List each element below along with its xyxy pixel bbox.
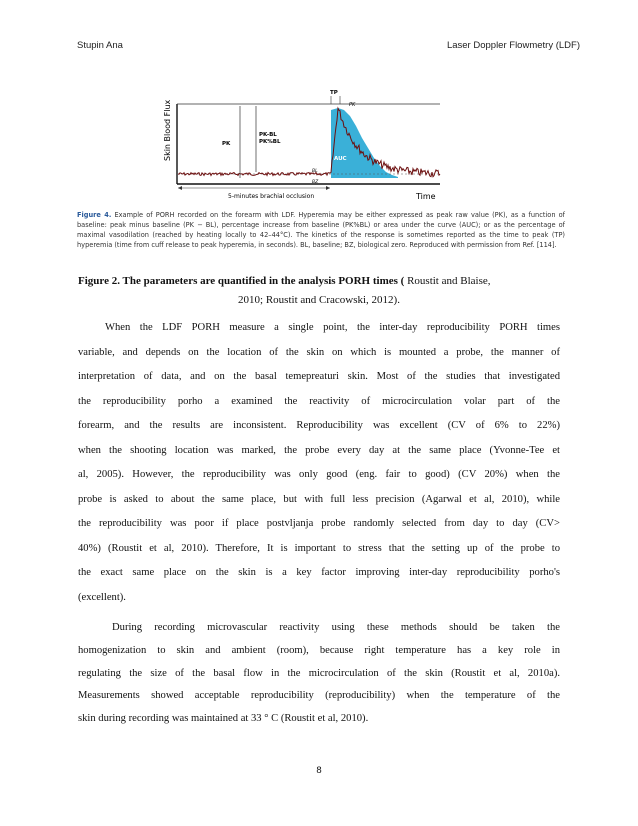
figure2-title-continued: 2010; Roustit and Cracowski, 2012). (238, 294, 400, 306)
occlusion-arrow-left-head (178, 186, 182, 190)
occlusion-label: 5-minutes brachial occlusion (228, 193, 315, 200)
paragraph-1-line: variable, and depends on the location of the skin on which is mounted a probe, the manner of (78, 347, 560, 358)
paragraph-1-line: the reproducibility was poor if place postvljanja probe randomly selected from day to day (CV> (78, 518, 560, 529)
pk-left-label: PK (222, 141, 231, 147)
paragraph-2-line: regulating the size of the basal flow in the microcirculation of the skin (Roustit et al, 2010a). (78, 668, 560, 679)
porh-figure-svg (160, 86, 458, 210)
paragraph-1-line: forearm, and the results are inconsistent. Reproducibility was excellent (CV of 6% to 22%) (78, 420, 560, 431)
running-header-title: Laser Doppler Flowmetry (LDF) (446, 40, 580, 51)
figure-caption-label: Figure 4. (77, 211, 112, 219)
paragraph-2-line: skin during recording was maintained at 33 ° C (Roustit et al, 2010). (78, 713, 369, 724)
bz-label: BZ (312, 180, 319, 185)
figure-caption-text: Example of PORH recorded on the forearm with LDF. Hyperemia may be either expressed as peak raw value (PK), as a function of baseline: peak minus baseline (PK − BL), percentage increase from baseline (PK%BL) or area under the curve (AUC); or as the percentage of maximal vasodilation (reached by heating locally to 42–44°C). The kinetics of the response is sometimes reported as the time to peak (TP) hyperemia (time from cuff release to peak hyperemia, in seconds). BL, baseline; BZ, biological zero. Reproduced with permission from Ref. [114]. (77, 211, 565, 249)
paragraph-2-line: During recording microvascular reactivity using these methods should be taken the (112, 622, 560, 633)
figure2-title (78, 273, 566, 289)
page-number: 8 (316, 765, 322, 776)
figure2-title-ref1: Roustit and Blaise, (404, 275, 491, 287)
pk-top-label: PK (349, 102, 356, 108)
figure-ylabel: Skin Blood Flux (163, 99, 172, 161)
tp-label: TP (330, 90, 338, 96)
paragraph-2-line: Measurements showed acceptable reproducibility (reproducibility) when the temperature of the (78, 690, 560, 701)
pk-bl-label: PK-BL (259, 132, 277, 138)
paragraph-1-line: probe is asked to about the same place, but with full less precision (Agarwal et al, 2010), while (78, 494, 560, 505)
paragraph-1-line: (excellent). (78, 592, 126, 603)
occlusion-arrow-right-head (326, 186, 330, 190)
paragraph-1-line: al, 2005). However, the reproducibility was only good (eng. fair to good) (CV 20%) when the (78, 469, 560, 480)
paragraph-1-line: interpretation of data, and on the basal temepreaturi skin. Most of the studies that investigated (78, 371, 560, 382)
auc-label: AUC (334, 156, 347, 162)
figure-caption (77, 210, 565, 250)
paragraph-2-line: homogenization to skin and ambient (room), because right temperature has a key role in (78, 645, 560, 656)
paragraph-1-line: 40%) (Roustit et al, 2010). Therefore, It is important to stress that the setting up of the probe to (78, 543, 560, 554)
paragraph-1-line: when the shooting location was marked, the probe every day at the same place (Yvonne-Tee et (78, 445, 560, 456)
figure-xlabel: Time (416, 192, 436, 201)
porh-figure (160, 86, 458, 210)
paragraph-1-line: When the LDF PORH measure a single point, the inter-day reproducibility PORH times (105, 322, 560, 333)
paragraph-1-line: the exact same place on the skin is a key factor improving inter-day reproducibility porho's (78, 567, 560, 578)
paragraph-1-line: the reproducibility porho a examined the reactivity of microcirculation volar part of the (78, 396, 560, 407)
pk-pct-label: PK%BL (259, 139, 281, 145)
bl-label: BL (312, 169, 318, 174)
running-header-author: Stupin Ana (77, 40, 123, 51)
figure2-title-bold: Figure 2. The parameters are quantified in the analysis PORH times ( (78, 275, 405, 287)
ldf-trace (178, 108, 440, 177)
